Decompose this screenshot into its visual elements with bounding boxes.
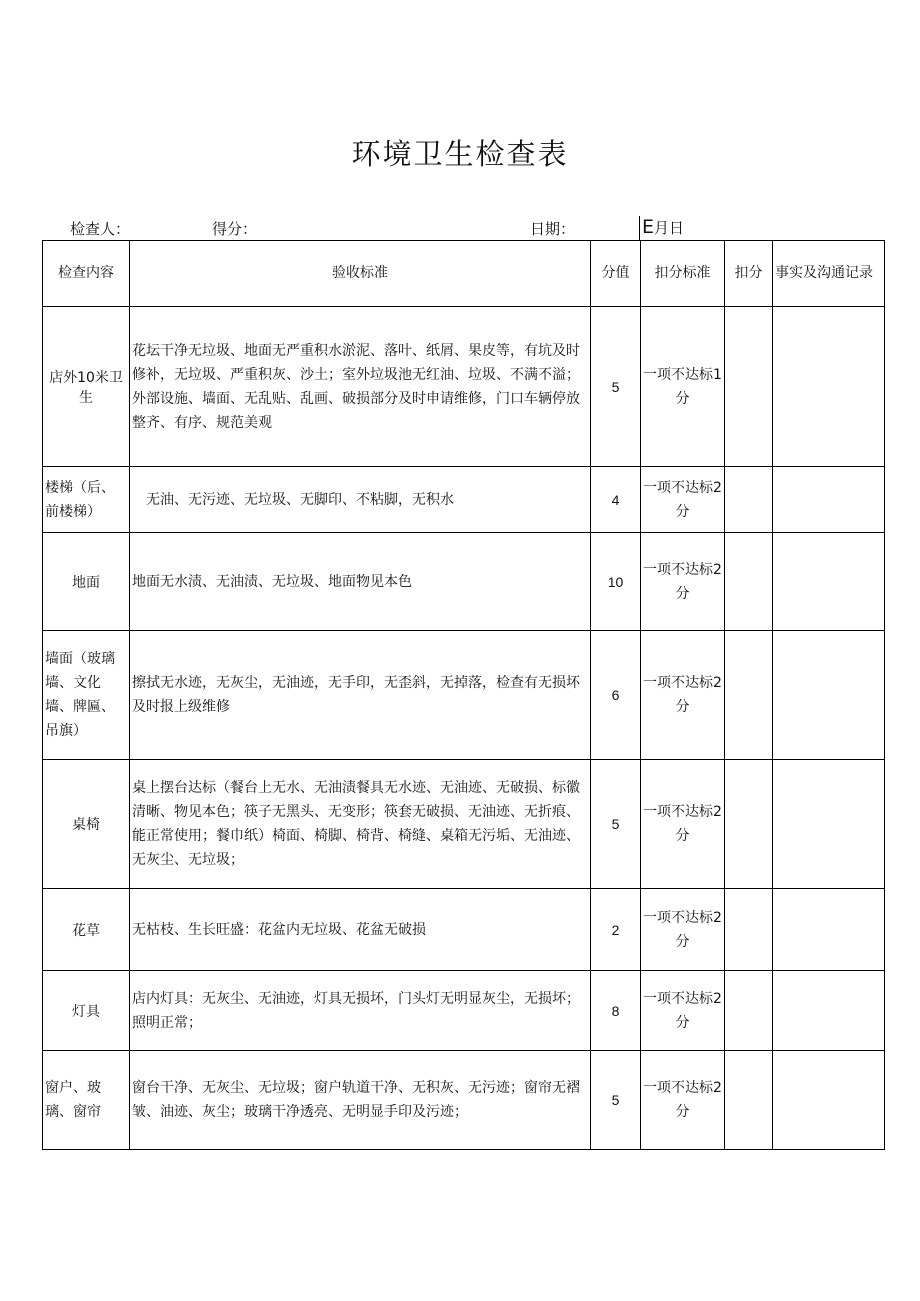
- row-item: 花草: [43, 889, 130, 971]
- row-deducted-cell[interactable]: [725, 467, 773, 533]
- row-points: 6: [591, 631, 641, 760]
- row-item: 桌椅: [43, 760, 130, 889]
- row-standard: 无枯枝、生长旺盛：花盆内无垃圾、花盆无破损: [130, 889, 591, 971]
- date-suffix-e: E: [642, 216, 655, 238]
- row-points: 5: [591, 760, 641, 889]
- row-deducted-cell[interactable]: [725, 889, 773, 971]
- header-row: [43, 241, 885, 307]
- table-row: [43, 1051, 885, 1150]
- header-item: 检查内容: [43, 241, 130, 307]
- table-row: [43, 467, 885, 533]
- row-item: 店外10米卫生: [43, 307, 130, 467]
- table-row: [43, 889, 885, 971]
- row-deducted-cell[interactable]: [725, 760, 773, 889]
- row-notes-cell[interactable]: [773, 533, 885, 631]
- row-notes-cell[interactable]: [773, 889, 885, 971]
- row-deducted-cell[interactable]: [725, 1051, 773, 1150]
- table-row: [43, 760, 885, 889]
- page-title: 环境卫生检查表: [351, 137, 569, 171]
- row-points: 8: [591, 971, 641, 1051]
- row-deduct-rule: 一项不达标2分: [641, 533, 725, 631]
- row-points: 5: [591, 1051, 641, 1150]
- row-notes-cell[interactable]: [773, 760, 885, 889]
- row-notes-cell[interactable]: [773, 307, 885, 467]
- row-standard: 无油、无污迹、无垃圾、无脚印、不粘脚，无积水: [130, 467, 591, 533]
- row-item: 楼梯（后、前楼梯）: [43, 467, 130, 533]
- row-deducted-cell[interactable]: [725, 307, 773, 467]
- header-standard: 验收标准: [130, 241, 591, 307]
- date-suffix: [639, 216, 684, 240]
- date-suffix-rest: 月日: [654, 219, 685, 237]
- table-row: [43, 631, 885, 760]
- row-points: 4: [591, 467, 641, 533]
- row-deducted-cell[interactable]: [725, 533, 773, 631]
- header-deducted: 扣分: [725, 241, 773, 307]
- row-deduct-rule: 一项不达标2分: [641, 971, 725, 1051]
- header-notes: 事实及沟通记录: [773, 241, 885, 307]
- table-row: [43, 971, 885, 1051]
- row-deduct-rule: 一项不达标2分: [641, 631, 725, 760]
- row-item: 灯具: [43, 971, 130, 1051]
- row-deduct-rule: 一项不达标2分: [641, 760, 725, 889]
- table-row: [43, 533, 885, 631]
- row-notes-cell[interactable]: [773, 467, 885, 533]
- row-deduct-rule: 一项不达标2分: [641, 467, 725, 533]
- row-notes-cell[interactable]: [773, 631, 885, 760]
- row-standard: 花坛干净无垃圾、地面无严重积水淤泥、落叶、纸屑、果皮等，有坑及时修补，无垃圾、严重积灰、沙土；室外垃圾池无红油、垃圾、不满不溢；外部设施、墙面、无乱贴、乱画、破损部分及时申请维修，门口车辆停放整齐、有序、规范美观: [130, 307, 591, 467]
- row-points: 10: [591, 533, 641, 631]
- row-standard: 店内灯具：无灰尘、无油迹，灯具无损坏，门头灯无明显灰尘，无损坏；照明正常；: [130, 971, 591, 1051]
- header-deduct-rule: 扣分标准: [641, 241, 725, 307]
- row-item: 地面: [43, 533, 130, 631]
- score-label: 得分：: [212, 220, 258, 238]
- row-deduct-rule: 一项不达标2分: [641, 1051, 725, 1150]
- row-item: 墙面（玻璃墙、文化墙、牌匾、吊旗）: [43, 631, 130, 760]
- row-standard: 窗台干净、无灰尘、无垃圾；窗户轨道干净、无积灰、无污迹；窗帘无褶皱、油迹、灰尘；玻璃干净透亮、无明显手印及污迹；: [130, 1051, 591, 1150]
- table-row: [43, 307, 885, 467]
- inspection-table: [42, 240, 885, 1150]
- row-standard: 擦拭无水迹，无灰尘，无油迹，无手印，无歪斜，无掉落，检查有无损坏及时报上级维修: [130, 631, 591, 760]
- header-points: 分值: [591, 241, 641, 307]
- row-deducted-cell[interactable]: [725, 971, 773, 1051]
- row-deduct-rule: 一项不达标1分: [641, 307, 725, 467]
- row-points: 2: [591, 889, 641, 971]
- row-standard: 地面无水渍、无油渍、无垃圾、地面物见本色: [130, 533, 591, 631]
- row-item: 窗户、玻璃、窗帘: [43, 1051, 130, 1150]
- date-label: 日期：: [530, 220, 576, 238]
- row-notes-cell[interactable]: [773, 1051, 885, 1150]
- row-points: 5: [591, 307, 641, 467]
- inspector-label: 检查人：: [70, 220, 131, 238]
- row-standard: 桌上摆台达标（餐台上无水、无油渍餐具无水迹、无油迹、无破损、标徽清晰、物见本色；筷子无黑头、无变形；筷套无破损、无油迹、无折痕、能正常使用；餐巾纸）椅面、椅脚、椅背、椅缝、桌箱无污垢、无油迹、无灰尘、无垃圾；: [130, 760, 591, 889]
- row-deducted-cell[interactable]: [725, 631, 773, 760]
- row-notes-cell[interactable]: [773, 971, 885, 1051]
- row-deduct-rule: 一项不达标2分: [641, 889, 725, 971]
